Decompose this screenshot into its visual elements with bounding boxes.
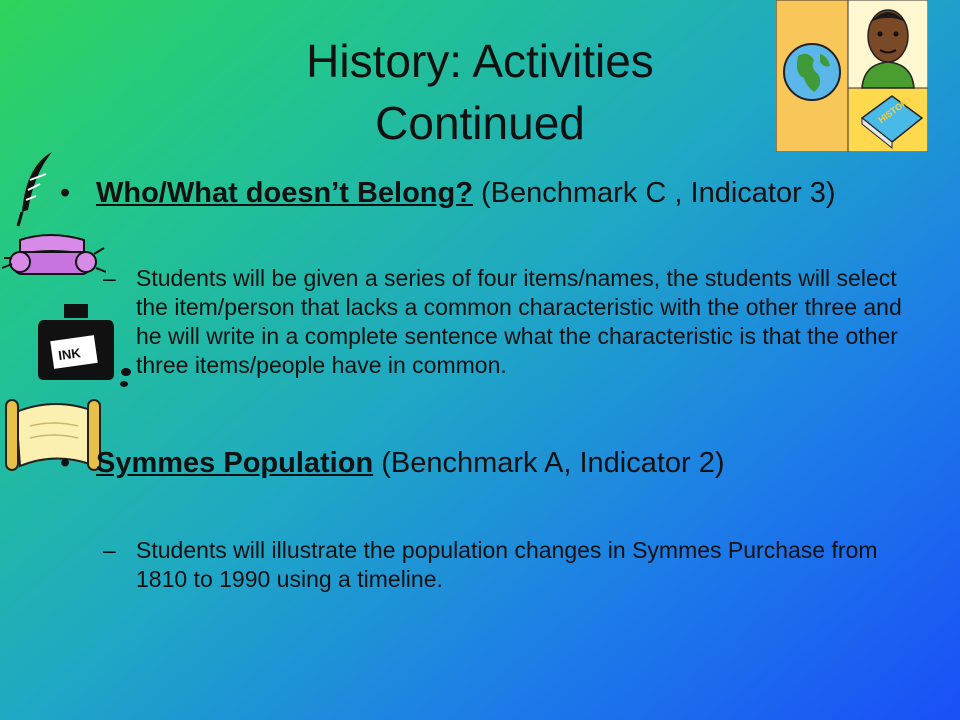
history-clipart [776, 0, 928, 152]
bullet-text [96, 176, 886, 211]
globe-icon [784, 44, 840, 100]
sub-marker: – [103, 265, 116, 291]
sofa-icon [0, 226, 106, 288]
scroll-icon [2, 392, 106, 476]
title-line-1: History: Activities [306, 35, 654, 87]
bullet-heading: Symmes Population [96, 447, 374, 479]
sub-text: Students will be given a series of four items/names, the students will select the item/person that lacks a common characteristic with the other three and he will write in a complete sentence what the characteristic is that the other three items/people have in common. [136, 265, 902, 378]
bullet-text [96, 446, 886, 481]
bullet-marker: • [60, 447, 71, 479]
title-line-2: Continued [375, 97, 585, 149]
bullet-heading: Who/What doesn’t Belong? [96, 177, 473, 209]
slide-title [180, 30, 780, 154]
svg-text:INK: INK [57, 345, 82, 364]
bullet-detail: (Benchmark A, Indicator 2) [373, 447, 725, 479]
quill-icon [12, 150, 60, 230]
svg-text:HISTORY: HISTORY [876, 93, 915, 126]
sub-marker: – [103, 537, 116, 563]
bullet-detail: (Benchmark C , Indicator 3) [472, 177, 836, 209]
bullet-marker: • [60, 177, 71, 209]
ink-bottle-icon [36, 302, 136, 392]
sub-text: Students will illustrate the population changes in Symmes Purchase from 1810 to 1990 using a timeline. [136, 537, 878, 592]
